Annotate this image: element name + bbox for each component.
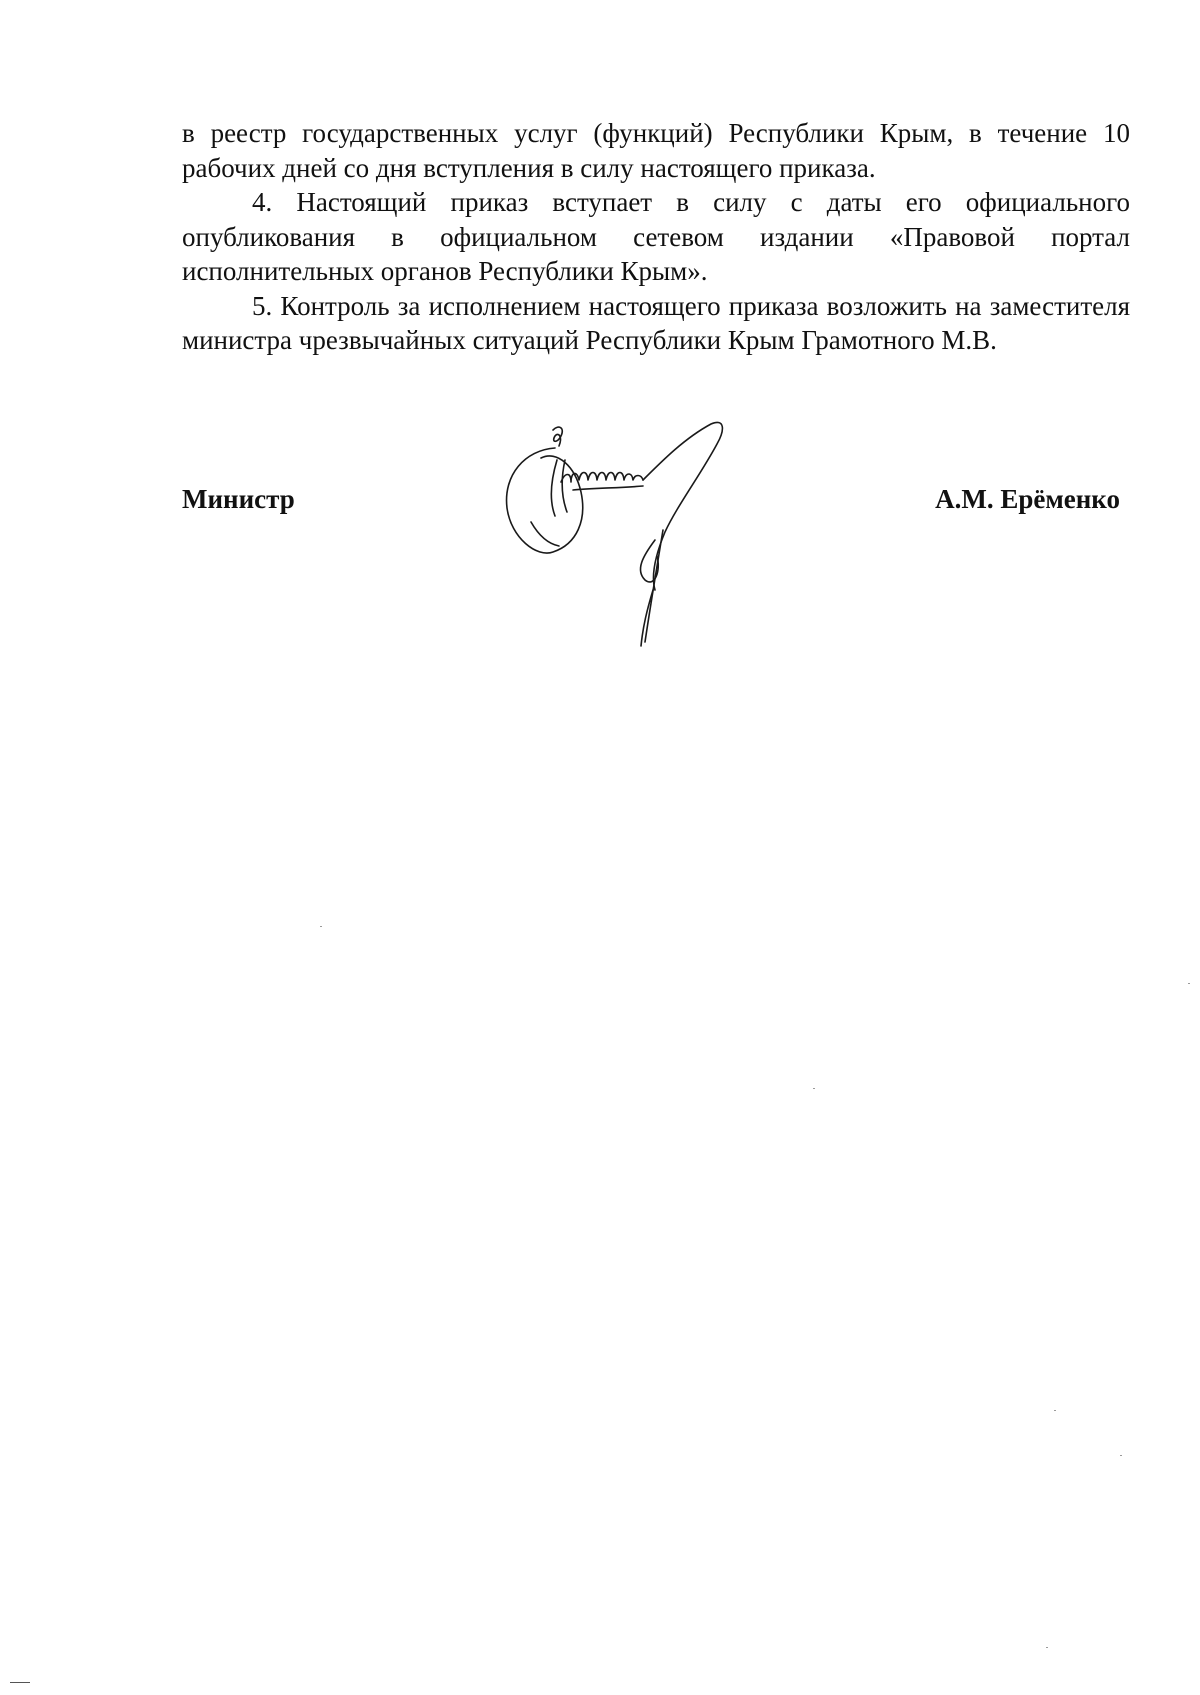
scan-speck <box>813 1088 815 1089</box>
document-body <box>182 116 1130 358</box>
scan-speck <box>320 926 322 927</box>
signatory-name: А.М. Ерёменко <box>935 484 1120 514</box>
scan-speck <box>1188 983 1190 984</box>
paragraph-item-5: 5. Контроль за исполнением настоящего приказа возложить на заместителя министра чрезвычайных ситуаций Республики Крым Грамотного М.В. <box>182 290 1130 355</box>
scan-speck <box>1054 1410 1056 1411</box>
scan-speck <box>1120 1455 1122 1456</box>
paragraph-item-4: 4. Настоящий приказ вступает в силу с даты его официального опубликования в официальном сетевом издании «Правовой портал исполнительных органов Республики Крым». <box>182 187 1130 286</box>
paragraph-continuation: в реестр государственных услуг (функций) Республики Крым, в течение 10 рабочих дней со дня вступления в силу настоящего приказа. <box>182 118 1130 183</box>
scan-edge-mark <box>10 1682 30 1683</box>
scan-speck <box>1046 1647 1048 1648</box>
handwritten-signature <box>495 420 795 660</box>
signatory-title: Министр <box>182 484 295 514</box>
